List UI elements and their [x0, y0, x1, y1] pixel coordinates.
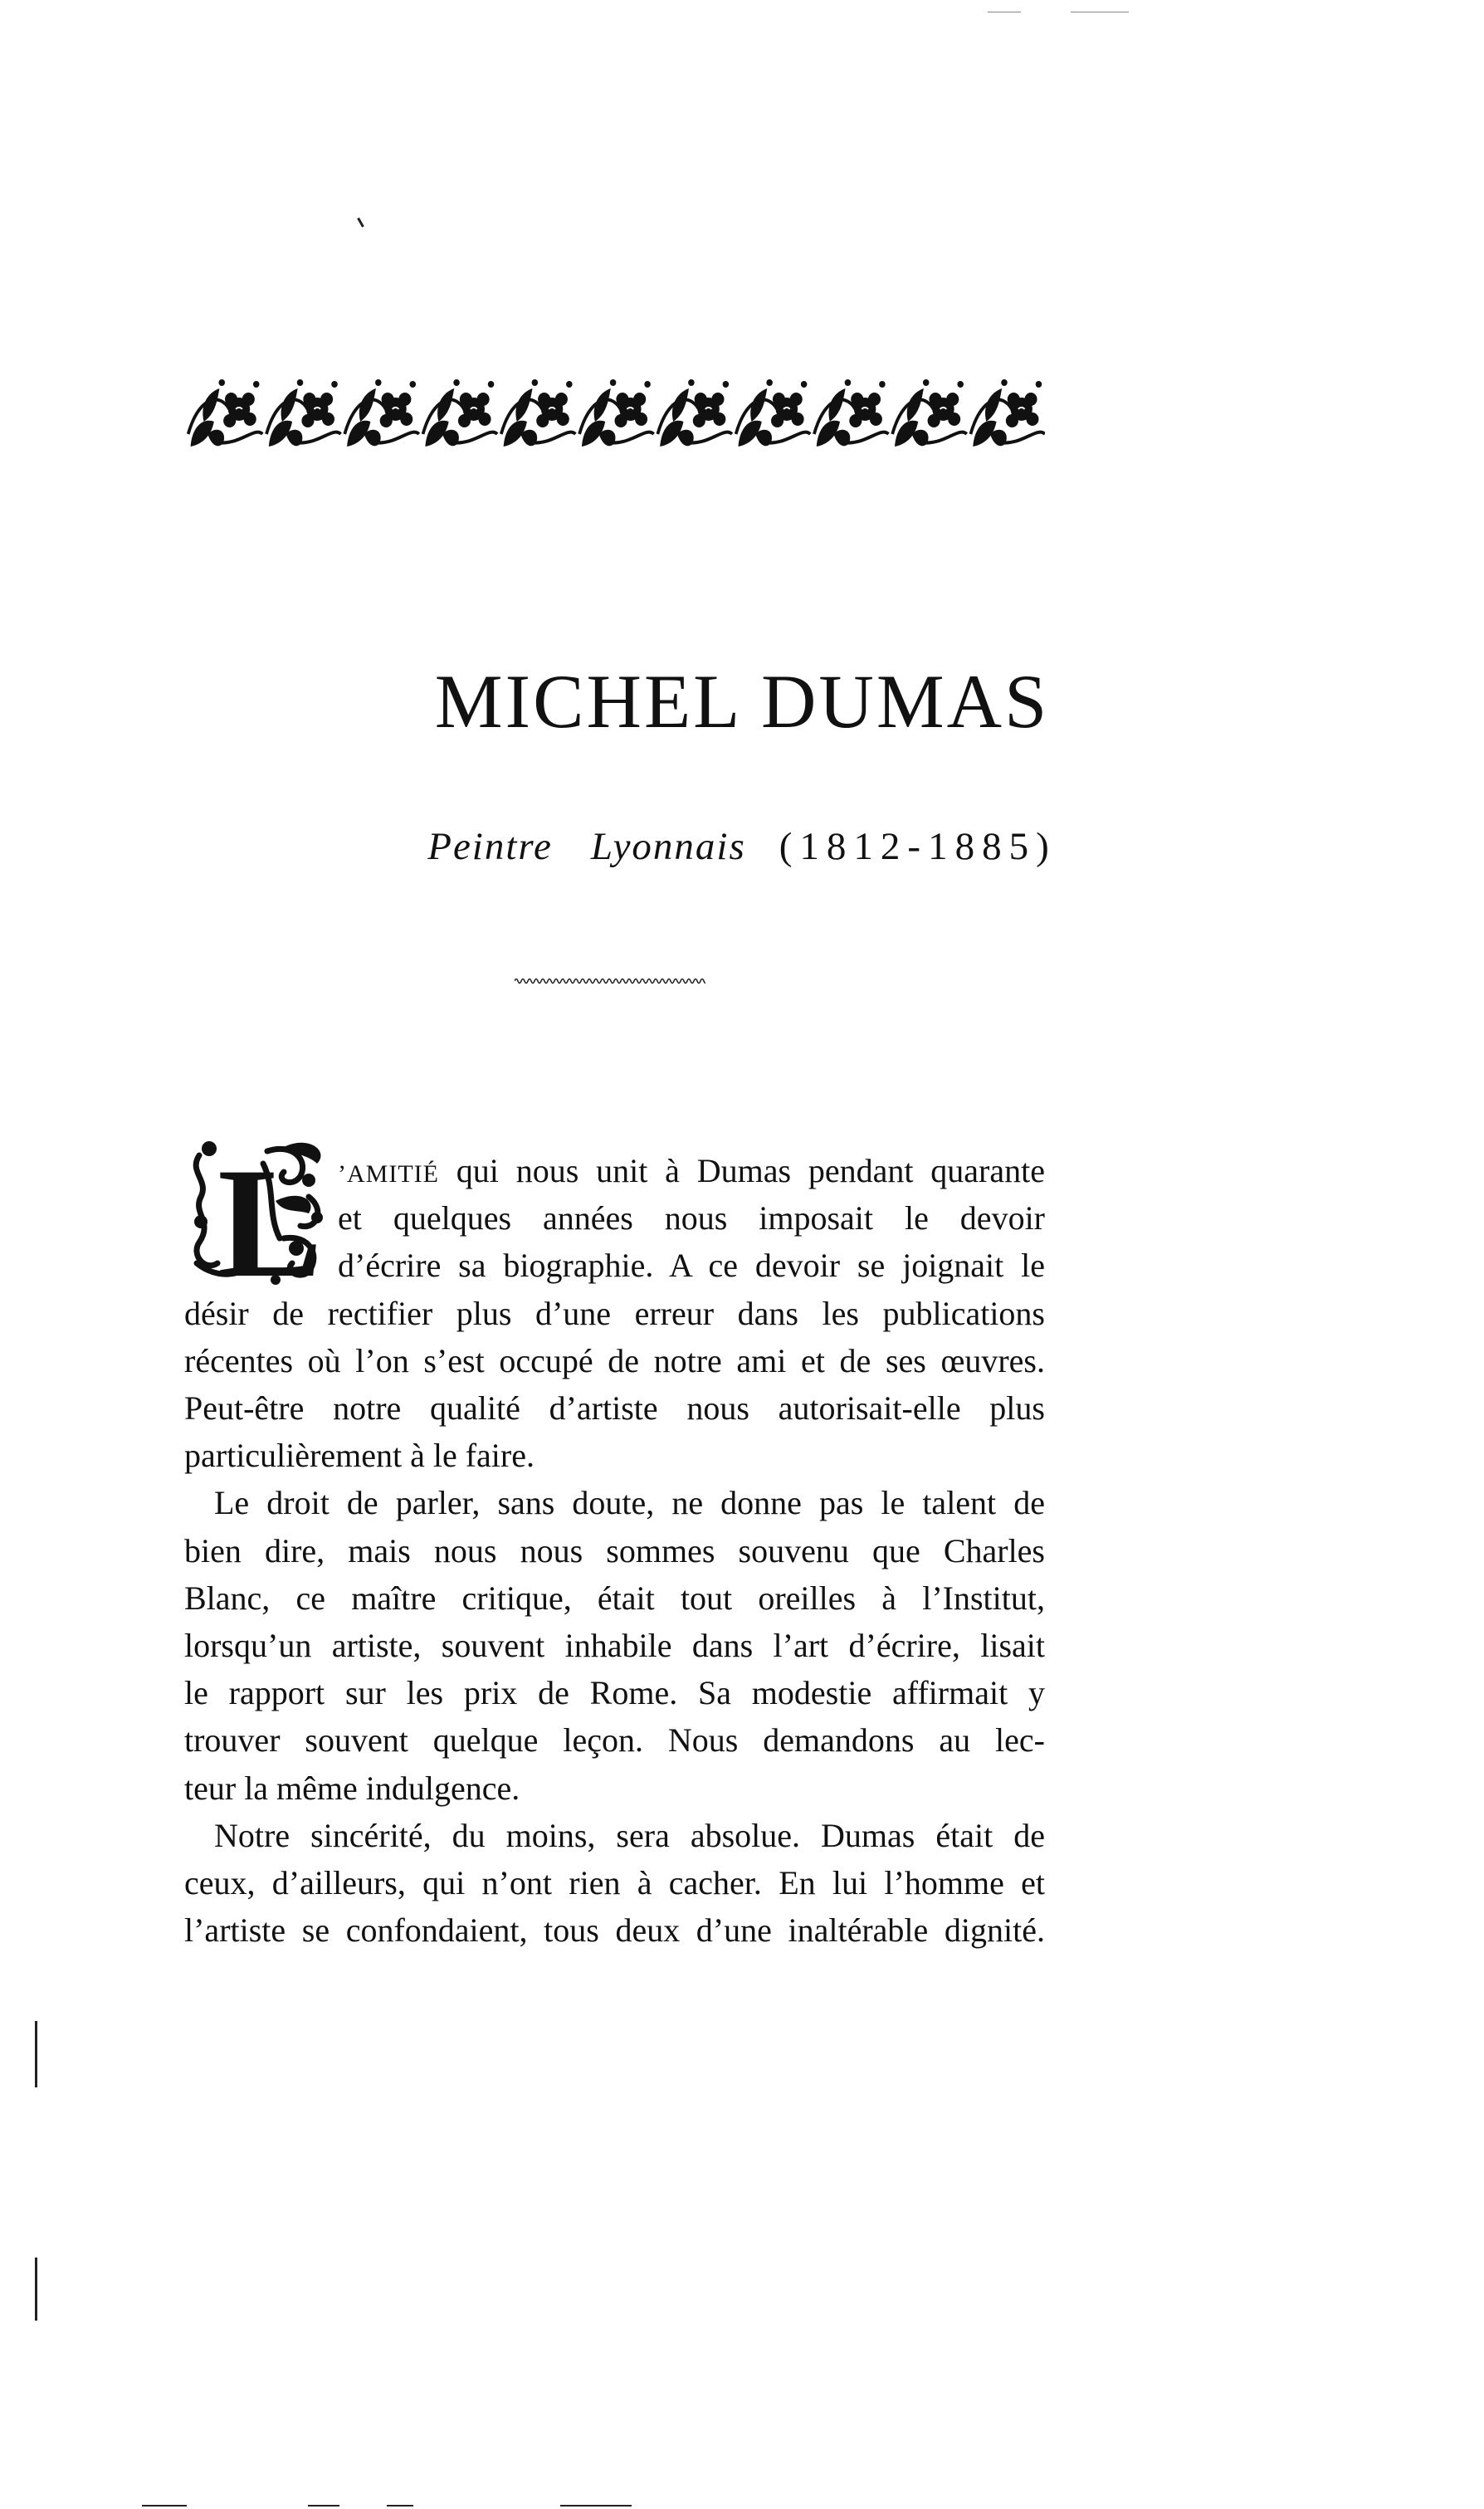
body-line-text: qui nous unit à Dumas pendant quarante	[438, 1152, 1045, 1189]
body-line-text: Notre sincérité, du moins, sera absolue. Dumas était de	[214, 1816, 1045, 1854]
body-line	[184, 1337, 1045, 1384]
subtitle-word-peintre: Peintre	[427, 825, 553, 868]
ornament-motif	[736, 379, 811, 447]
scan-mark	[35, 2258, 37, 2321]
body-line-text: Le droit de parler, sans doute, ne donne pas le talent de	[214, 1484, 1045, 1522]
body-line-text: Peut-être notre qualité d’artiste nous autorisait-elle plus	[184, 1389, 1045, 1427]
wavy-line	[515, 979, 705, 984]
ornament-motif	[501, 379, 576, 447]
floral-ornament-band	[184, 376, 1045, 451]
body-line	[184, 1906, 1045, 1954]
body-line	[184, 1765, 1045, 1812]
subtitle	[0, 822, 1484, 871]
body-line-text: récentes où l’on s’est occupé de notre ami et de ses œuvres.	[184, 1341, 1045, 1379]
scan-mark	[560, 2505, 632, 2507]
ornate-dropcap	[184, 1139, 330, 1285]
body-line-text: teur la même indulgence.	[184, 1769, 520, 1807]
scan-mark	[35, 2021, 37, 2087]
scan-mark	[142, 2505, 187, 2507]
body-line-text: le rapport sur les prix de Rome. Sa modestie affirmait y	[184, 1674, 1045, 1712]
body-line	[184, 1859, 1045, 1906]
body-line	[184, 1669, 1045, 1716]
ornament-motif	[266, 379, 341, 447]
body-line	[184, 1432, 1045, 1479]
body-line-text: particulièrement à le faire.	[184, 1437, 535, 1475]
ornament-motif	[344, 379, 419, 447]
scan-mark	[357, 217, 364, 227]
body-line	[214, 1479, 1045, 1526]
ornament-motif	[423, 379, 498, 447]
scan-mark	[308, 2505, 339, 2507]
page-title: MICHEL DUMAS	[434, 659, 1050, 744]
ornament-motif	[657, 379, 732, 447]
body-line	[184, 1290, 1045, 1337]
body-line-text: ceux, d’ailleurs, qui n’ont rien à cacher. En lui l’homme et	[184, 1864, 1045, 1901]
subtitle-dates: (1812-1885)	[779, 825, 1057, 868]
body-line-text: désir de rectifier plus d’une erreur dans les publications	[184, 1294, 1045, 1332]
small-caps-lead: ’AMITIÉ	[338, 1160, 439, 1188]
body-line-text: l’artiste se confondaient, tous deux d’une inaltérable dignité.	[184, 1911, 1045, 1950]
body-line-text: lorsqu’un artiste, souvent inhabile dans l’art d’écrire, lisait	[184, 1627, 1045, 1664]
ornament-motif	[970, 379, 1045, 447]
dropcap-floral-icon	[184, 1139, 330, 1285]
body-line-text: Blanc, ce maître critique, était tout oreilles à l’Institut,	[184, 1579, 1045, 1617]
ornament-motif	[579, 379, 654, 447]
wavy-divider	[515, 974, 705, 988]
scan-mark	[387, 2505, 413, 2507]
body-line	[184, 1384, 1045, 1432]
ornament-motif	[188, 379, 263, 447]
ornament-motif	[814, 379, 889, 447]
body-line	[184, 1574, 1045, 1622]
body-line-text: trouver souvent quelque leçon. Nous demandons au lec-	[184, 1721, 1045, 1760]
subtitle-word-lyonnais: Lyonnais	[590, 825, 746, 868]
body-line	[184, 1716, 1045, 1764]
body-line	[338, 1194, 1045, 1242]
body-line-text: bien dire, mais nous nous sommes souvenu que Charles	[184, 1531, 1045, 1569]
body-line	[214, 1812, 1045, 1859]
body-line-text: d’écrire sa biographie. A ce devoir se joignait le	[338, 1247, 1045, 1285]
body-line	[184, 1527, 1045, 1574]
body-line	[338, 1147, 1045, 1194]
ornament-motif	[892, 379, 967, 447]
body-line	[338, 1242, 1045, 1289]
body-line	[184, 1622, 1045, 1669]
dropcap-letter: L	[217, 1139, 323, 1285]
body-line-text: et quelques années nous imposait le devoir	[338, 1199, 1045, 1237]
